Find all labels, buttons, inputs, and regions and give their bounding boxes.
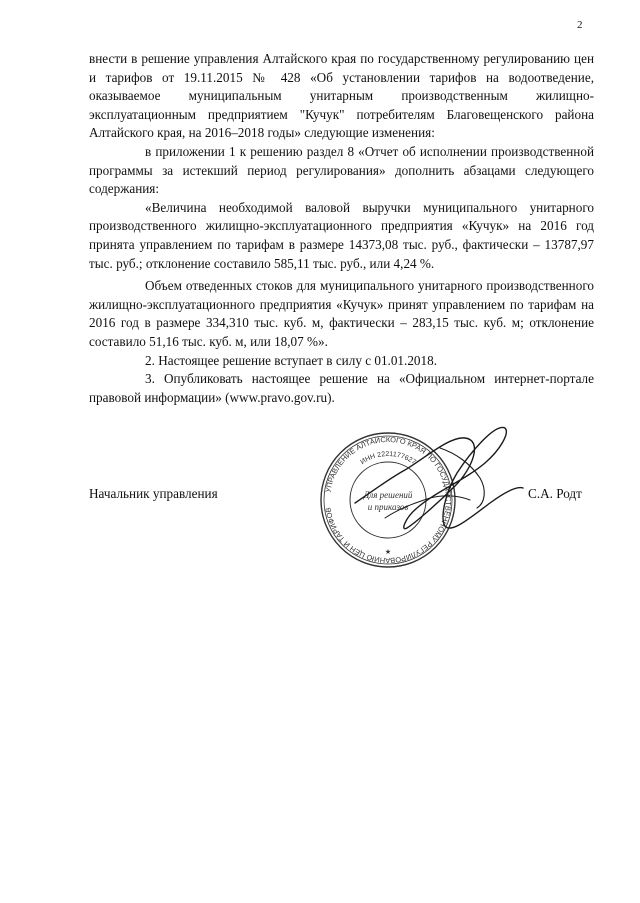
signature-name: С.А. Родт [528,486,582,501]
paragraph-volume: Объем отведенных стоков для муниципального унитарного производственного жилищно-эксплуатационного предприятия «Кучук» принят управлением по тарифам на 2016 год в размере 334,310 тыс. куб. м, фактически – 283,15 тыс. куб. м; отклонение составило 51,16 тыс. куб. м, или 18,07 %». [89,278,594,349]
stamp-outer-text: УПРАВЛЕНИЕ АЛТАЙСКОГО КРАЯ ПО ГОСУДАРСТВЕННОМУ РЕГУЛИРОВАНИЮ ЦЕН И ТАРИФОВ [323,434,454,566]
signature-role: Начальник управления [89,486,218,501]
stamp-center-line-2: и приказов [367,502,409,512]
handwritten-signature [345,408,530,558]
paragraph-intro: внести в решение управления Алтайского края по государственному регулированию цен и тарифов от 19.11.2015 № 428 «Об установлении тарифов на водоотведение, оказываемое муниципальным унитарным производственным жилищно-эксплуатационным предприятием "Кучук" потребителям Благовещенского района Алтайского края, на 2016–2018 годы» следующие изменения: [89,51,594,141]
stamp-center-line-1: Для решений [363,490,413,500]
page-number: 2 [577,19,583,31]
paragraph-amendment: в приложении 1 к решению раздел 8 «Отчет об исполнении производственной программы за истекший период регулирования» дополнить абзацами следующего содержания: [89,143,594,197]
stamp-star-icon: ★ [384,549,392,556]
paragraph-publish: 3. Опубликовать настоящее решение на «Официальном интернет-портале правовой информации» (www.pravo.gov.ru). [89,371,594,405]
stamp-inn-text: ИНН 2221177627 [359,450,418,467]
paragraph-revenue: «Величина необходимой валовой выручки муниципального унитарного производственного жилищно-эксплуатационного предприятия «Кучук» на 2016 год принята управлением по тарифам в размере 14373,08 тыс. руб., фактически – 13787,97 тыс. руб.; отклонение составило 585,11 тыс. руб., или 4,24 %. [89,199,594,271]
document-body [89,50,594,407]
paragraph-effective-date: 2. Настоящее решение вступает в силу с 01.01.2018. [145,352,437,368]
